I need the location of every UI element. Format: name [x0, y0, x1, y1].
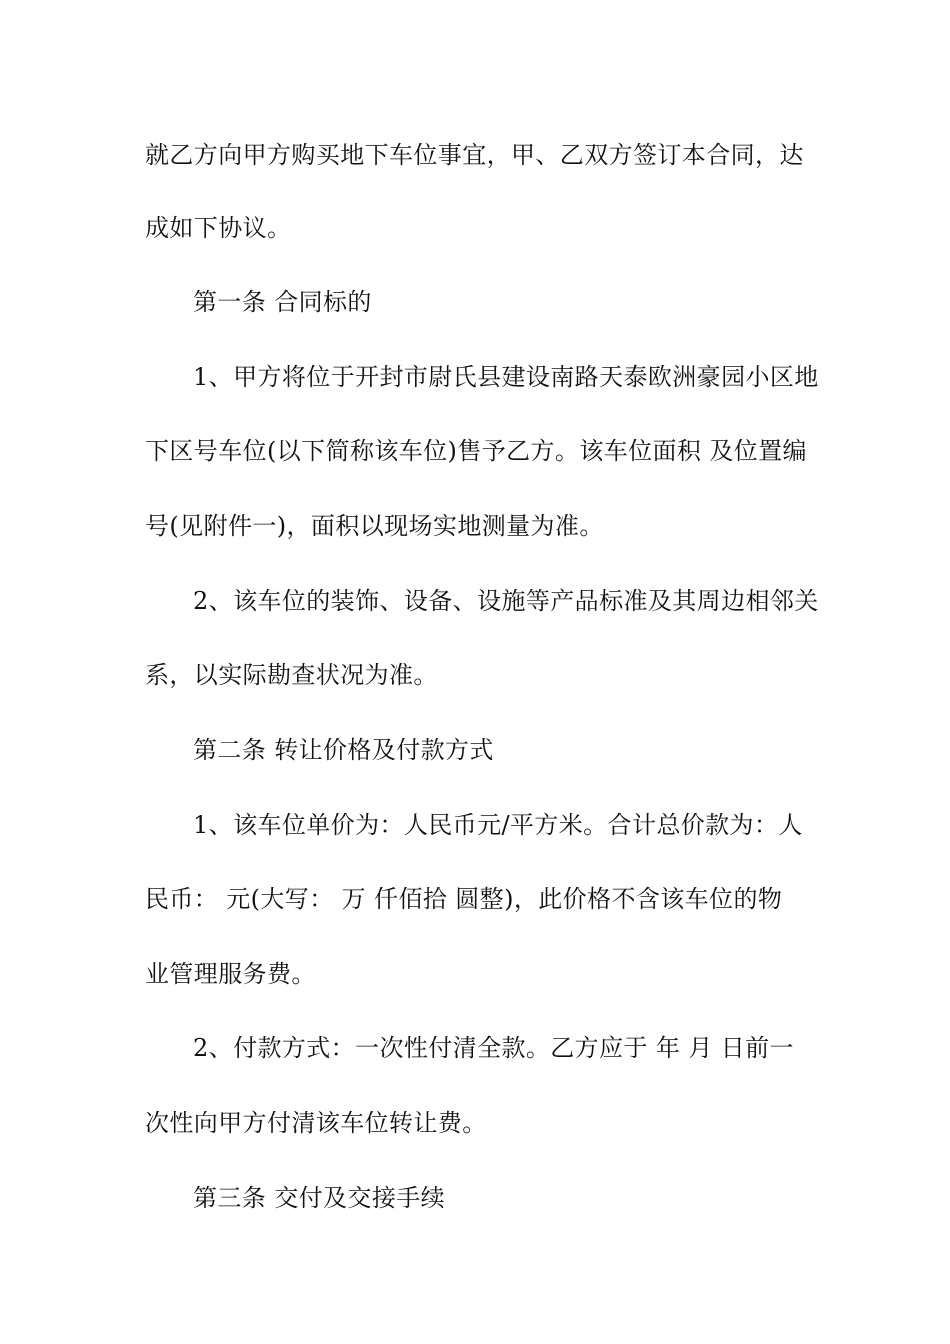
paragraph-line: 系，以实际勘查状况为准。 [145, 661, 438, 689]
paragraph-line: 1、该车位单价为：人民币元/平方米。合计总价款为：人 [193, 811, 803, 839]
paragraph-line: 2、付款方式：一次性付清全款。乙方应于 年 月 日前一 [193, 1034, 794, 1062]
paragraph-line: 成如下协议。 [145, 214, 292, 242]
paragraph-line: 就乙方向甲方购买地下车位事宜，甲、乙双方签订本合同，达 [145, 141, 804, 169]
paragraph-line: 号(见附件一)，面积以现场实地测量为准。 [145, 512, 604, 540]
section-heading-2: 第二条 转让价格及付款方式 [193, 736, 494, 764]
paragraph-line: 下区号车位(以下简称该车位)售予乙方。该车位面积 及位置编 [145, 437, 807, 465]
paragraph-line: 次性向甲方付清该车位转让费。 [145, 1109, 487, 1137]
paragraph-line: 业管理服务费。 [145, 960, 316, 988]
paragraph-line: 1、甲方将位于开封市尉氏县建设南路天泰欧洲豪园小区地 [193, 363, 819, 391]
paragraph-line: 民币： 元(大写： 万 仟佰拾 圆整)，此价格不含该车位的物 [145, 885, 783, 913]
section-heading-1: 第一条 合同标的 [193, 288, 372, 316]
paragraph-line: 2、该车位的装饰、设备、设施等产品标准及其周边相邻关 [193, 587, 819, 615]
section-heading-3: 第三条 交付及交接手续 [193, 1184, 446, 1212]
